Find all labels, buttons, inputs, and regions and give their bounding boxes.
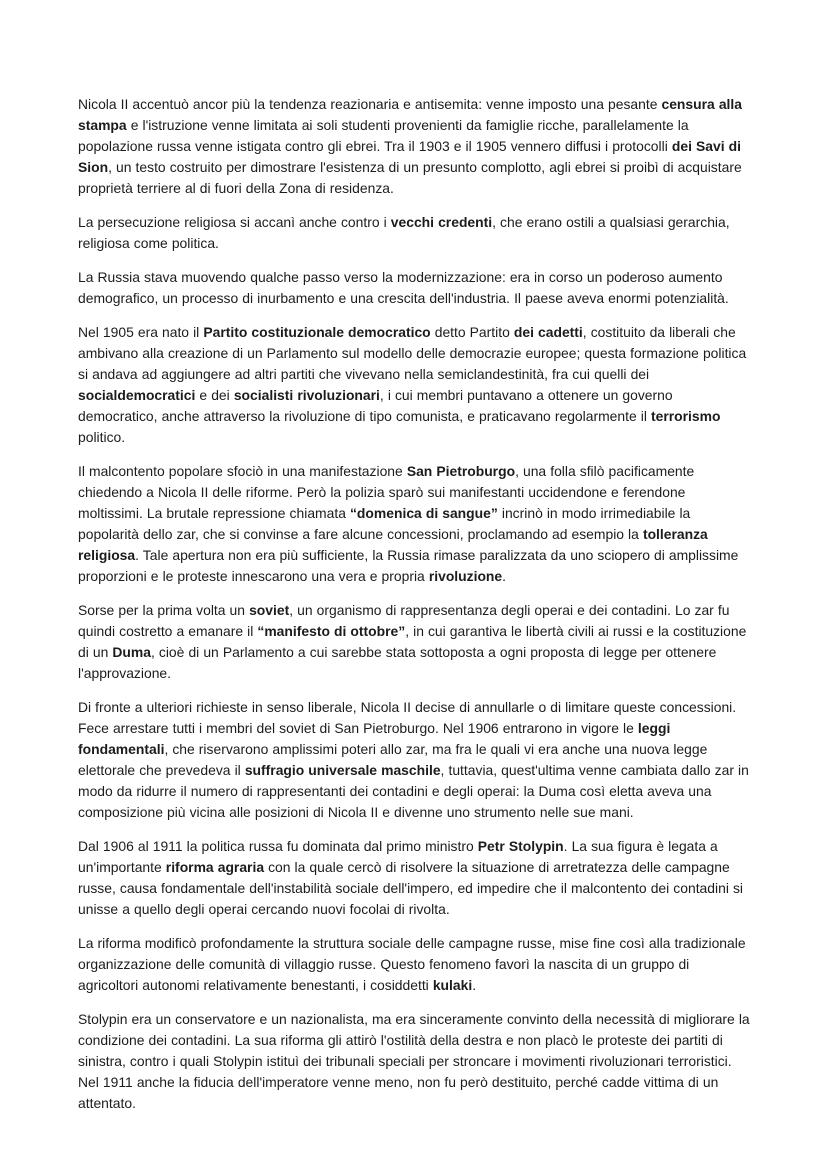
bold-text-run: “domenica di sangue” bbox=[349, 505, 498, 521]
text-run: , che riservarono amplissimi poteri allo zar, ma fra le quali vi era anche una nuova legge elettorale che prevedeva il bbox=[78, 741, 708, 778]
text-run: detto Partito bbox=[430, 324, 514, 340]
text-run: , un organismo di rappresentanza degli operai e dei contadini. Lo zar fu quindi costretto a emanare il bbox=[78, 602, 730, 639]
bold-text-run: tolleranza religiosa bbox=[78, 526, 708, 563]
paragraph-kulaki bbox=[78, 933, 750, 996]
bold-text-run: Partito costituzionale democratico bbox=[203, 324, 431, 340]
paragraph-stolypin-attentato bbox=[78, 1009, 750, 1114]
text-run: incrinò in modo irrimediabile la popolarità dello zar, che si convinse a fare alcune concessioni, proclamando ad esempio la bbox=[78, 505, 691, 542]
text-run: , in cui garantiva le libertà civili ai russi e la costituzione di un bbox=[78, 623, 747, 660]
text-run: , costituito da liberali che ambivano alla creazione di un Parlamento sul modello delle democrazie europee; questa formazione politica si andava ad aggiungere ad altri partiti che vivevano nella semiclandestinità, fra cui quelli dei bbox=[78, 324, 747, 382]
text-run: e l'istruzione venne limitata ai soli studenti provenienti da famiglie ricche, parallelamente la popolazione russa venne istigata contro gli ebrei. Tra il 1903 e il 1905 vennero diffusi i protocolli bbox=[78, 117, 689, 154]
text-run: . La sua figura è legata a un'importante bbox=[78, 838, 718, 875]
text-run: Nel 1905 era nato il bbox=[78, 324, 204, 340]
bold-text-run: San Pietroburgo bbox=[406, 463, 516, 479]
text-run: Sorse per la prima volta un bbox=[78, 602, 250, 618]
text-run: . Tale apertura non era più sufficiente, la Russia rimase paralizzata da uno sciopero di amplissime proporzioni e le proteste innescarono una vera e propria bbox=[78, 547, 739, 584]
text-run: , che erano ostili a qualsiasi gerarchia, religiosa come politica. bbox=[78, 214, 730, 251]
text-run: . bbox=[472, 977, 477, 993]
text-run: con la quale cercò di risolvere la situazione di arretratezza delle campagne russe, causa fondamentale dell'instabilità sociale dell'impero, ed impedire che il malcontento dei contadini si unisse a quello degli operai cercando nuovi focolai di rivolta. bbox=[78, 859, 743, 917]
paragraph-modernizzazione bbox=[78, 267, 750, 309]
text-run: Nicola II accentuò ancor più la tendenza reazionaria e antisemita: venne imposto una pesante bbox=[78, 96, 662, 112]
bold-text-run: riforma agraria bbox=[165, 859, 265, 875]
bold-text-run: socialdemocratici bbox=[78, 387, 196, 403]
paragraph-soviet-duma bbox=[78, 600, 750, 684]
bold-text-run: rivoluzione bbox=[428, 568, 503, 584]
bold-text-run: soviet bbox=[249, 602, 290, 618]
text-run: Stolypin era un conservatore e un nazionalista, ma era sinceramente convinto della necessità di migliorare la condizione dei contadini. La sua riforma gli attirò l'ostilità della destra e non placò le proteste dei partiti di sinistra, contro i quali Stolypin istituì dei tribunali speciali per stroncare i movimenti rivoluzionari terroristici. Nel 1911 anche la fiducia dell'imperatore venne meno, non fu però destituito, perché cadde vittima di un attentato. bbox=[78, 1011, 750, 1111]
text-run: Dal 1906 al 1911 la politica russa fu dominata dal primo ministro bbox=[78, 838, 478, 854]
bold-text-run: kulaki bbox=[432, 977, 473, 993]
bold-text-run: Petr Stolypin bbox=[477, 838, 564, 854]
text-run: La Russia stava muovendo qualche passo verso la modernizzazione: era in corso un poderoso aumento demografico, un processo di inurbamento e una crescita dell'industria. Il paese aveva enormi potenzialità. bbox=[78, 269, 729, 306]
text-run: La riforma modificò profondamente la struttura sociale delle campagne russe, mise fine così alla tradizionale organizzazione delle comunità di villaggio russe. Questo fenomeno favorì la nascita di un gruppo di agricoltori autonomi relativamente benestanti, i cosiddetti bbox=[78, 935, 746, 993]
text-run: e dei bbox=[195, 387, 234, 403]
bold-text-run: leggi fondamentali bbox=[78, 720, 671, 757]
text-run: La persecuzione religiosa si accanì anche contro i bbox=[78, 214, 391, 230]
bold-text-run: dei Savi di Sion bbox=[78, 138, 741, 175]
text-run: , cioè di un Parlamento a cui sarebbe stata sottoposta a ogni proposta di legge per ottenere l'approvazione. bbox=[78, 644, 717, 681]
text-run: Il malcontento popolare sfociò in una manifestazione bbox=[78, 463, 407, 479]
paragraph-leggi-fondamentali bbox=[78, 697, 750, 823]
bold-text-run: terrorismo bbox=[650, 408, 721, 424]
text-run: , un testo costruito per dimostrare l'esistenza di un presunto complotto, agli ebrei si proibì di acquistare proprietà terriere al di fuori della Zona di residenza. bbox=[78, 159, 742, 196]
paragraph-vecchi-credenti bbox=[78, 212, 750, 254]
text-run: , tuttavia, quest'ultima venne cambiata dallo zar in modo da ridurre il numero di rappresentanti dei contadini e degli operai: la Duma così eletta aveva una composizione più vicina alle posizioni di Nicola II e divenne uno strumento nelle sue mani. bbox=[78, 762, 749, 820]
bold-text-run: vecchi credenti bbox=[390, 214, 493, 230]
paragraph-partiti-1905 bbox=[78, 322, 750, 448]
bold-text-run: dei cadetti bbox=[513, 324, 583, 340]
bold-text-run: socialisti rivoluzionari bbox=[233, 387, 380, 403]
paragraph-censura-stampa bbox=[78, 94, 750, 199]
paragraph-stolypin-riforma bbox=[78, 836, 750, 920]
text-run: . bbox=[502, 568, 507, 584]
bold-text-run: “manifesto di ottobre” bbox=[257, 623, 406, 639]
paragraph-domenica-di-sangue bbox=[78, 461, 750, 587]
bold-text-run: censura alla stampa bbox=[78, 96, 742, 133]
bold-text-run: Duma bbox=[112, 644, 151, 660]
text-run: , una folla sfilò pacificamente chiedendo a Nicola II delle riforme. Però la polizia sparò sui manifestanti uccidendone e ferendone moltissimi. La brutale repressione chiamata bbox=[78, 463, 695, 521]
text-run: politico. bbox=[78, 429, 126, 445]
text-run: Di fronte a ulteriori richieste in senso liberale, Nicola II decise di annullarle o di limitare queste concessioni. Fece arrestare tutti i membri del soviet di San Pietroburgo. Nel 1906 entrarono in vigore le bbox=[78, 699, 737, 736]
text-run: , i cui membri puntavano a ottenere un governo democratico, anche attraverso la rivoluzione di tipo comunista, e praticavano regolarmente il bbox=[78, 387, 673, 424]
bold-text-run: suffragio universale maschile bbox=[244, 762, 441, 778]
